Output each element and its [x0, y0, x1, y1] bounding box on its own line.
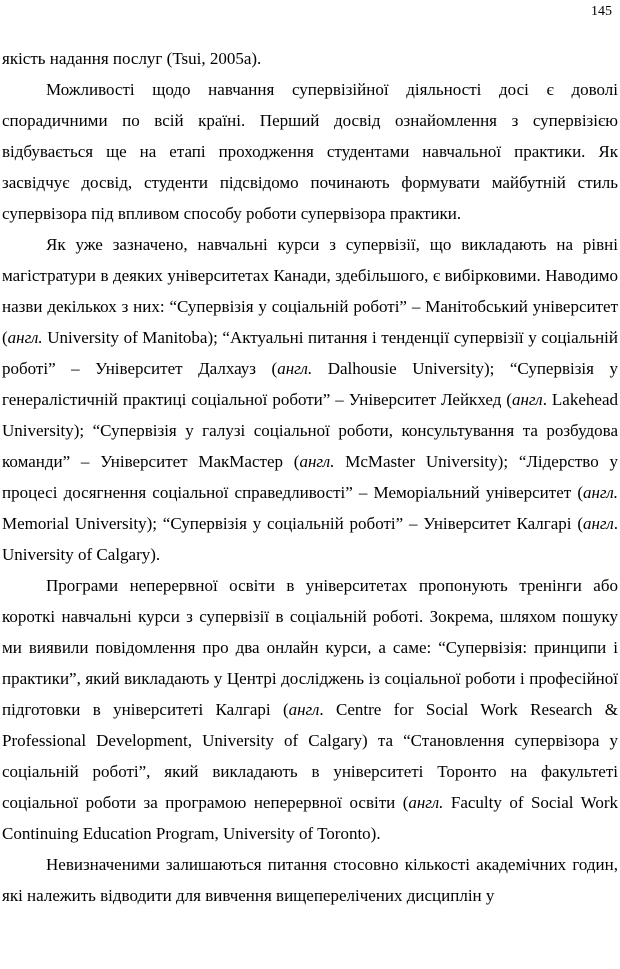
text-run: Faculty of Social Work Continuing Education Program, University of Toronto).: [2, 793, 618, 843]
italic-abbreviation: англ.: [582, 483, 618, 502]
document-body: [2, 43, 618, 911]
italic-abbreviation: англ.: [7, 328, 43, 347]
text-run: якість надання послуг (Tsui, 2005a).: [2, 49, 262, 68]
text-run: Програми неперервної освіти в університетах пропонують тренінги або короткі навчальні курси з супервізії в соціальній роботі. Зокрема, шляхом пошуку ми виявили повідомлення про два онлайн курси, а саме: “Супервізія: принципи і практики”, який викладають у Центрі досліджень із соціальної роботи і професійної підготовки в університеті Калгарі (: [2, 576, 618, 719]
text-run: Dalhousie University); “Супервізія у генералістичній практиці соціальної роботи” – Університет Лейкхед (: [2, 359, 618, 409]
text-run: . Centre for Social Work Research & Professional Development, University of Calgary) та “Становлення супервізора у соціальній роботі”, який викладають в університеті Торонто на факультеті соціальної роботи за програмою неперервної освіти (: [2, 700, 619, 812]
italic-abbreviation: англ: [288, 700, 320, 719]
text-run: McMaster University); “Лідерство у процесі досягнення соціальної справедливості” – Меморіальний університет (: [2, 452, 618, 502]
text-run: Невизначеними залишаються питання стосовно кількості академічних годин, які належить відводити для вивчення вищеперелічених дисциплін у: [2, 855, 618, 905]
italic-abbreviation: англ.: [299, 452, 335, 471]
text-run: University of Manitoba); “Актуальні питання і тенденції супервізії у соціальній роботі” – Університет Далхауз (: [2, 328, 618, 378]
text-run: Можливості щодо навчання супервізійної діяльності досі є доволі спорадичними по всій країні. Перший досвід ознайомлення з супервізією відбувається ще на етапі проходження студентами навчальної практики. Як засвідчує досвід, студенти підсвідомо починають формувати майбутній стиль супервізора під впливом способу роботи супервізора практики.: [2, 80, 618, 223]
italic-abbreviation: англ: [582, 514, 614, 533]
text-run: . University of Calgary).: [2, 514, 618, 564]
italic-abbreviation: англ.: [408, 793, 444, 812]
paragraph: [2, 849, 618, 911]
paragraph: [2, 43, 618, 74]
paragraph: [2, 74, 618, 229]
italic-abbreviation: англ: [511, 390, 543, 409]
italic-abbreviation: англ.: [277, 359, 313, 378]
paragraph: [2, 229, 618, 570]
text-run: Memorial University); “Супервізія у соціальній роботі” – Університет Калгарі (: [2, 514, 583, 533]
page-number: 145: [591, 4, 612, 19]
text-run: . Lakehead University); “Супервізія у галузі соціальної роботи, консультування та розбудова команди” – Університет МакМастер (: [2, 390, 618, 471]
text-run: Як уже зазначено, навчальні курси з супервізії, що викладають на рівні магістратури в деяких університетах Канади, здебільшого, є вибірковими. Наводимо назви декількох з них: “Супервізія у соціальній роботі” – Манітобський університет (: [2, 235, 618, 347]
paragraph: [2, 570, 618, 849]
